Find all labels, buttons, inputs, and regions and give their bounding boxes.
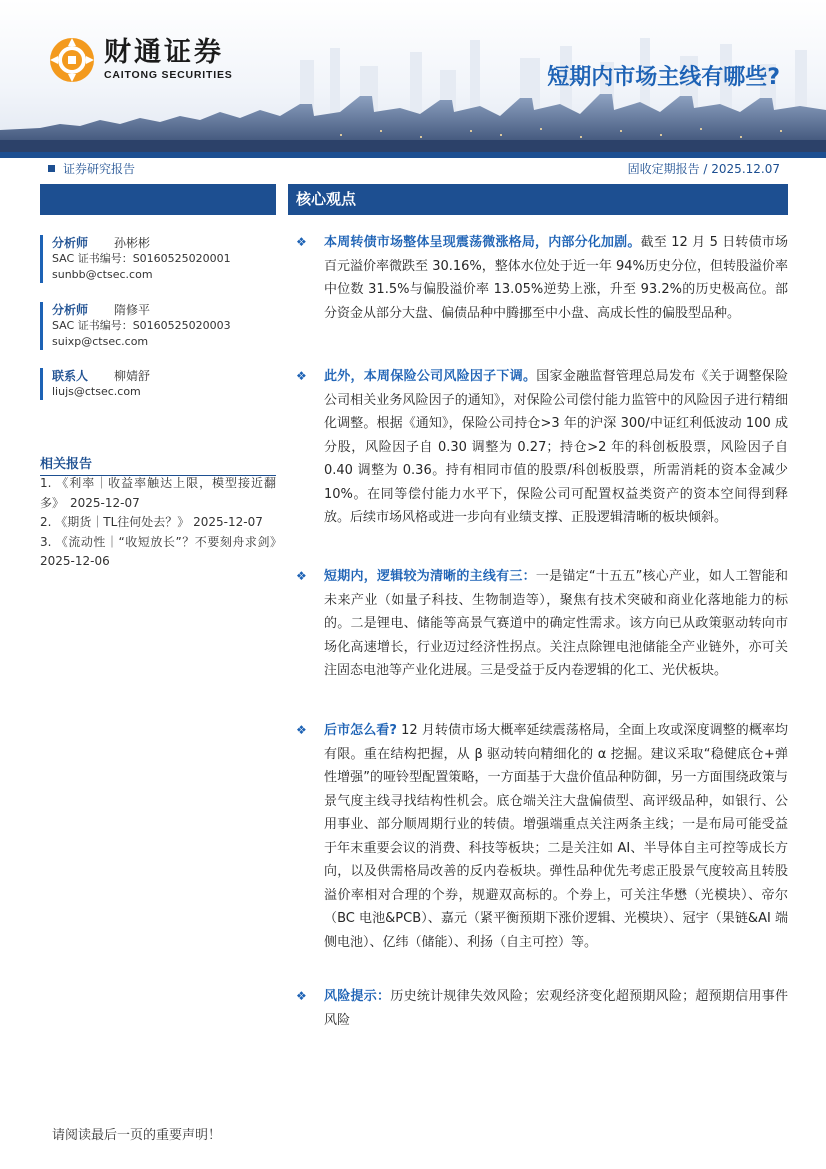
- core-point: [296, 719, 788, 954]
- core-point: [296, 565, 788, 683]
- core-views-banner: 核心观点: [288, 184, 788, 215]
- core-point: [296, 231, 788, 325]
- analyst-card: [40, 302, 276, 350]
- core-point: [296, 985, 788, 1032]
- related-report-item[interactable]: 1. 《利率｜收益率触达上限，模型接近翻多》 2025-12-07: [40, 476, 276, 510]
- subheader-bar: [40, 160, 788, 182]
- point-text: 国家金融监督管理总局发布《关于调整保险公司相关业务风险因子的通知》，对保险公司偿付能力监管中的风险因子进行精细化调整。根据《通知》，保险公司持仓>3 年的沪深 300/中证红利低波动 100 成分股，风险因子自 0.30 调整为 0.27；持仓>2 年的科创板股票，风险因子自 0.40 调整为 0.36。持有相同市值的股票/科创板股票，所需消耗的资本金减少 10%。在同等偿付能力水平下，保险公司可配置权益类资产的资本空间得到释放。后续市场风格或进一步向有业绩支撑、正股逻辑清晰的板块倾斜。: [324, 369, 788, 525]
- analyst-name: 隋修平: [114, 303, 151, 317]
- contact-role: 联系人: [52, 369, 89, 383]
- point-text: 截至 12 月 5 日转债市场百元溢价率微跌至 30.16%，整体水位处于近一年 94%历史分位，但转股溢价率中位数 31.5%与偏股溢价率 13.05%逆势上涨，升至 93.2%的历史极高位。部分资金从部分大盘、偏债品种中腾挪至中小盘、高成长性的偏股型品种。: [324, 235, 788, 321]
- analyst-email[interactable]: sunbb@ctsec.com: [52, 268, 153, 281]
- diamond-bullet-icon: ❖: [296, 235, 307, 249]
- page-header: [0, 0, 826, 158]
- analyst-role: 分析师: [52, 236, 89, 250]
- point-lead: 短期内，逻辑较为清晰的主线有三：: [324, 569, 536, 584]
- diamond-bullet-icon: ❖: [296, 569, 307, 583]
- core-point: [296, 365, 788, 530]
- analyst-sac: SAC 证书编号：S0160525020003: [52, 319, 231, 332]
- analyst-card: [40, 235, 276, 283]
- company-logo: [48, 36, 233, 84]
- disclaimer-note: 请阅读最后一页的重要声明！: [52, 1128, 222, 1143]
- point-text: 12 月转债市场大概率延续震荡格局，全面上攻或深度调整的概率均有限。重在结构把握，从 β 驱动转向精细化的 α 挖掘。建议采取“稳健底仓+弹性增强”的哑铃型配置策略，一方面基于大盘价值品种防御，另一方面围绕政策与景气度主线寻找结构性机会。底仓端关注大盘偏债型、高评级品种，如银行、公用事业、部分顺周期行业的转债。增强端重点关注两条主线；一是布局可能受益于年末重要会议的消费、科技等板块；二是关注如 AI、半导体自主可控等成长方向，以及供需格局改善的反内卷板块。弹性品种优先考虑正股景气度较高且转股溢价率相对合理的个券，规避双高标的。个券上，可关注华懋（光模块）、帝尔（BC 电池&PCB）、嘉元（紧平衡预期下涨价逻辑、光模块）、冠宇（果链&AI 端侧电池）、亿纬（储能）、利扬（自主可控）等。: [324, 723, 788, 950]
- risk-warning-text: 历史统计规律失效风险；宏观经济变化超预期风险；超预期信用事件风险: [324, 989, 788, 1028]
- analyst-email[interactable]: suixp@ctsec.com: [52, 335, 149, 348]
- point-lead: 本周转债市场整体呈现震荡微涨格局，内部分化加剧。: [324, 235, 641, 250]
- diamond-bullet-icon: ❖: [296, 723, 307, 737]
- caitong-logo-icon: [48, 36, 96, 84]
- related-reports-title: 相关报告: [40, 453, 276, 476]
- contact-name: 柳婧舒: [114, 369, 151, 383]
- risk-warning-label: 风险提示：: [324, 989, 391, 1004]
- analyst-role: 分析师: [52, 303, 89, 317]
- contact-email[interactable]: liujs@ctsec.com: [52, 385, 141, 398]
- point-text: 一是锚定“十五五”核心产业，如人工智能和未来产业（如量子科技、生物制造等），聚焦有技术突破和商业化落地能力的标的。二是锂电、储能等高景气赛道中的确定性需求。该方向已从政策驱动转向市场化高速增长，行业迈过经济性拐点。关注点除锂电池储能全产业链外，亦可关注固态电池等产业化进展。三是受益于反内卷逻辑的化工、光伏板块。: [324, 569, 788, 678]
- diamond-bullet-icon: ❖: [296, 989, 307, 1003]
- report-type: [48, 160, 135, 177]
- square-bullet-icon: [48, 165, 55, 172]
- analyst-sac: SAC 证书编号：S0160525020001: [52, 252, 231, 265]
- report-category-date: 固收定期报告 / 2025.12.07: [627, 162, 780, 176]
- related-report-item[interactable]: 3. 《流动性｜“收短放长”？不要刻舟求剑》 2025-12-06: [40, 534, 289, 568]
- diamond-bullet-icon: ❖: [296, 369, 307, 383]
- analyst-name: 孙彬彬: [114, 236, 151, 250]
- related-report-item[interactable]: 2. 《期货｜TL往何处去？》 2025-12-07: [40, 515, 263, 529]
- contact-card: [40, 368, 276, 400]
- report-title: 短期内市场主线有哪些?: [547, 65, 780, 90]
- logo-english-name: CAITONG SECURITIES: [104, 69, 233, 81]
- report-type-label: 证券研究报告: [63, 162, 136, 176]
- point-lead: 后市怎么看?: [324, 723, 397, 738]
- point-lead: 此外，本周保险公司风险因子下调。: [324, 369, 537, 384]
- logo-chinese-name: 财通证券: [104, 37, 224, 68]
- related-reports-list: [40, 474, 289, 572]
- left-column-banner: [40, 184, 276, 215]
